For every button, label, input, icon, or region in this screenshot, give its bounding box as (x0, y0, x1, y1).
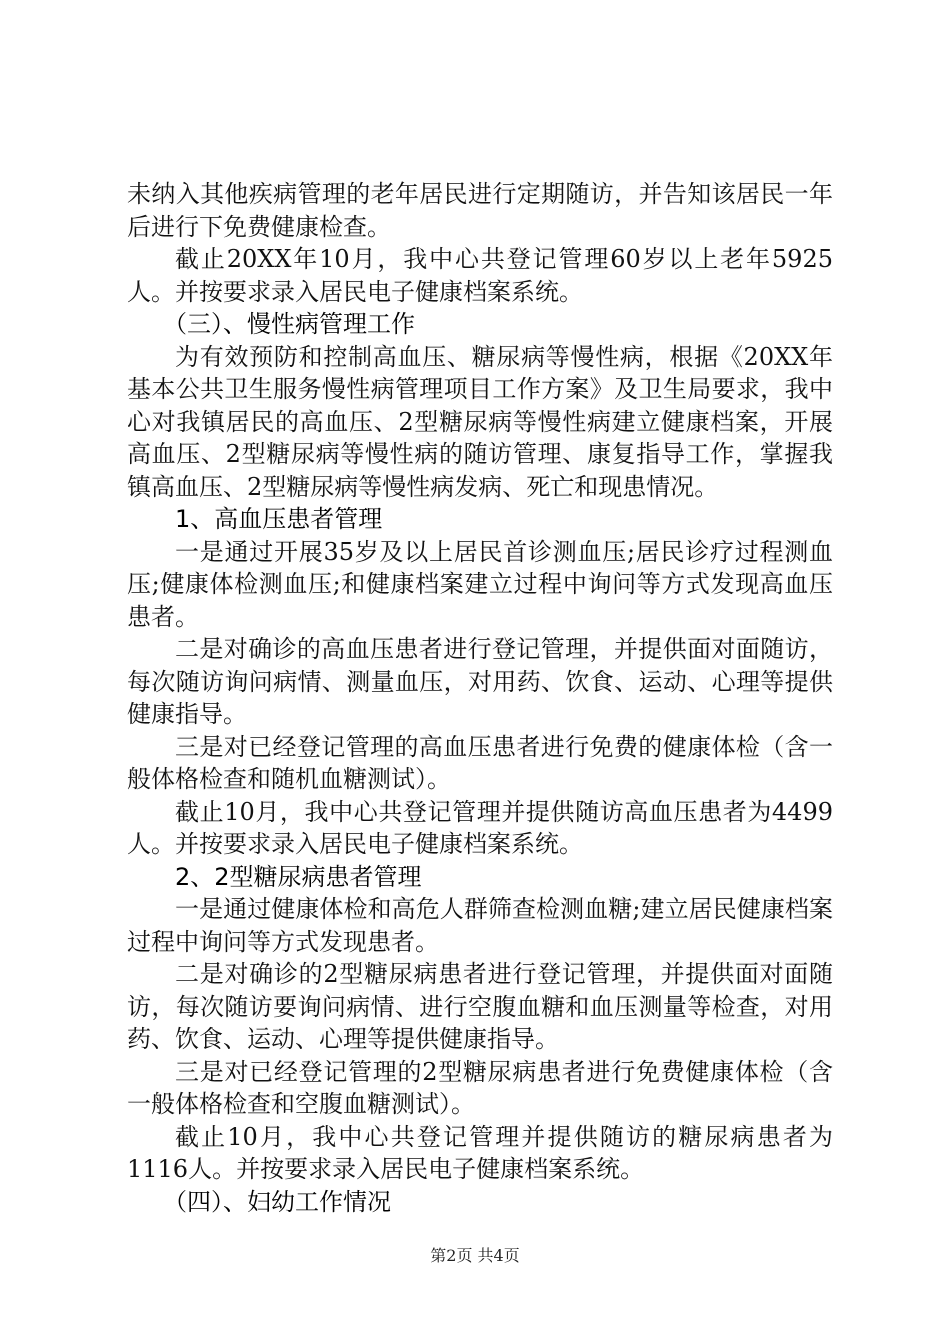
paragraph-diabetes-3: 三是对已经登记管理的2型糖尿病患者进行免费健康体检（含一般体格检查和空腹血糖测试）。 (127, 1057, 833, 1118)
paragraph-hypertension-3: 三是对已经登记管理的高血压患者进行免费的健康体检（含一般体格检查和随机血糖测试）。 (127, 732, 833, 793)
paragraph-hypertension-2: 二是对确诊的高血压患者进行登记管理，并提供面对面随访，每次随访询问病情、测量血压，对用药、饮食、运动、心理等提供健康指导。 (127, 635, 833, 728)
paragraph-continuation: 未纳入其他疾病管理的老年居民进行定期随访，并告知该居民一年后进行下免费健康检查。 (127, 180, 833, 241)
page-number-footer: 第2页 共4页 (430, 1246, 520, 1265)
paragraph-diabetes-count: 截止10月，我中心共登记管理并提供随访的糖尿病患者为1116人。并按要求录入居民电子健康档案系统。 (127, 1122, 833, 1183)
paragraph-chronic-intro: 为有效预防和控制高血压、糖尿病等慢性病，根据《20XX年基本公共卫生服务慢性病管理项目工作方案》及卫生局要求，我中心对我镇居民的高血压、2型糖尿病等慢性病建立健康档案，开展高血压、2型糖尿病等慢性病的随访管理、康复指导工作，掌握我镇高血压、2型糖尿病等慢性病发病、死亡和现患情况。 (127, 342, 833, 501)
section-heading-maternal-child: （四）、妇幼工作情况 (163, 1187, 391, 1216)
paragraph-hypertension-count: 截止10月，我中心共登记管理并提供随访高血压患者为4499人。并按要求录入居民电子健康档案系统。 (127, 797, 833, 858)
paragraph-diabetes-1: 一是通过健康体检和高危人群筛查检测血糖;建立居民健康档案过程中询问等方式发现患者。 (127, 895, 833, 956)
subheading-hypertension: 1、高血压患者管理 (175, 505, 383, 533)
paragraph-elderly-count: 截止20XX年10月，我中心共登记管理60岁以上老年5925人。并按要求录入居民电子健康档案系统。 (127, 245, 833, 306)
paragraph-hypertension-1: 一是通过开展35岁及以上居民首诊测血压;居民诊疗过程测血压;健康体检测血压;和健康档案建立过程中询问等方式发现高血压患者。 (127, 537, 833, 631)
subheading-diabetes: 2、2型糖尿病患者管理 (175, 862, 422, 891)
section-heading-chronic-disease: （三）、慢性病管理工作 (163, 310, 415, 338)
paragraph-diabetes-2: 二是对确诊的2型糖尿病患者进行登记管理，并提供面对面随访，每次随访要询问病情、进行空腹血糖和血压测量等检查，对用药、饮食、运动、心理等提供健康指导。 (127, 960, 833, 1053)
document-body (127, 178, 833, 1218)
